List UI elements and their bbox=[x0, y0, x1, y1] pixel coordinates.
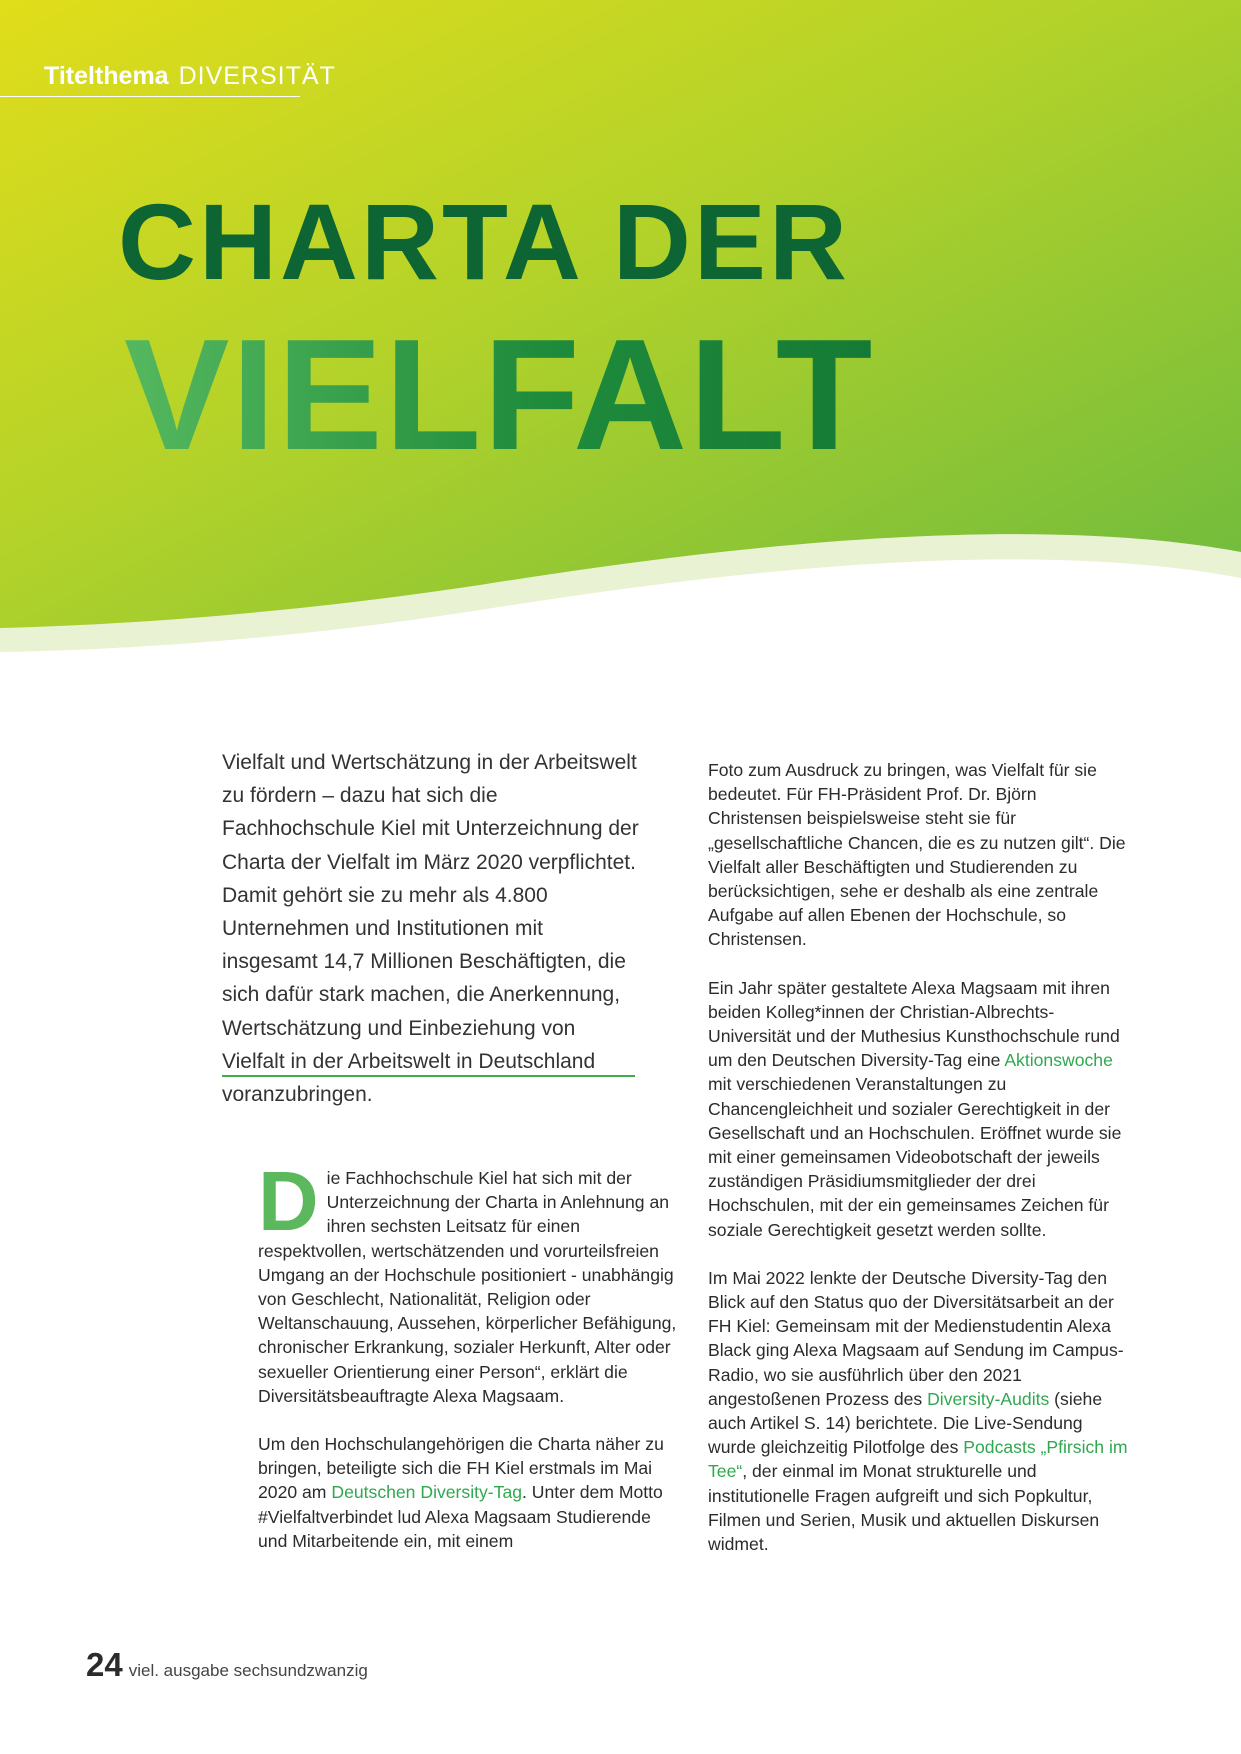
section-tag-rule bbox=[0, 96, 300, 97]
body-text: . Unter dem Motto #Vielfaltverbindet lud Alexa Magsaam Studierende und Mitarbeitende ein, mit einem bbox=[258, 1482, 663, 1551]
intro-divider bbox=[222, 1075, 635, 1077]
body-text: Ein Jahr später gestaltete Alexa Magsaam mit ihren beiden Kolleg*innen der Christian-Albrechts-Universität und der Muthesius Kunsthochschule rund um den Deutschen Diversity-Tag eine bbox=[708, 977, 1120, 1071]
text-column-right bbox=[708, 758, 1128, 1580]
page-title-line2: VIELFALT bbox=[124, 307, 875, 483]
body-paragraph bbox=[708, 976, 1128, 1242]
body-text: , der einmal im Monat strukturelle und institutionelle Fragen aufgreift und sich Popkultur, Filmen und Serien, Musik und aktuellen Diskursen widmet. bbox=[708, 1461, 1100, 1555]
body-text: (siehe auch Artikel S. 14) berichtete. Die Live-Sendung wurde gleichzeitig Pilotfolge des bbox=[708, 1388, 1103, 1458]
body-text: Im Mai 2022 lenkte der Deutsche Diversity-Tag den Blick auf den Status quo der Diversitätsarbeit an der FH Kiel: Gemeinsam mit der Medienstudentin Alexa Black ging Alexa Magsaam auf Sendung im Campus-Radio, wo sie ausführlich über den 2021 angestoßenen Prozess des bbox=[708, 1267, 1124, 1409]
section-tag bbox=[44, 62, 336, 91]
body-text: Um den Hochschulangehörigen die Charta näher zu bringen, beteiligte sich die FH Kiel erstmals im Mai 2020 am bbox=[258, 1434, 664, 1503]
body-text: ie Fachhochschule Kiel hat sich mit der Unterzeichnung der Charta in Anlehnung an ihren sechsten Leitsatz für einen respektvollen, wertschätzenden und vorurteilsfreien Umgang an der Hochschule positioniert - unabhängig von Geschlecht, Nationalität, Religion oder Weltanschauung, Aussehen, körperlicher Befähigung, chronischer Erkrankung, sozialer Herkunft, Alter oder sexueller Orientierung einer Person“, erklärt die Diversitätsbeauftragte Alexa Magsaam. bbox=[258, 1168, 677, 1406]
link-podcast[interactable]: Podcasts „Pfirsich im Tee“ bbox=[708, 1437, 1128, 1482]
page-number: 24 bbox=[86, 1646, 123, 1683]
intro-paragraph: Vielfalt und Wertschätzung in der Arbeitswelt zu fördern – dazu hat sich die Fachhochschule Kiel mit Unterzeichnung der Charta der Vielfalt im März 2020 verpflichtet. Damit gehört sie zu mehr als 4.800 Unternehmen und Institutionen mit insgesamt 14,7 Millionen Beschäftigten, die sich dafür stark machen, die Anerkennung, Wertschätzung und Einbeziehung von Vielfalt in der Arbeitswelt in Deutschland voranzubringen. bbox=[222, 751, 639, 1107]
body-paragraph bbox=[258, 1432, 678, 1553]
body-text: mit verschiedenen Veranstaltungen zu Chancengleichheit und sozialer Gerechtigkeit in der Gesellschaft und an Hochschulen. Eröffnet wurde sie mit einer gemeinsamen Videobotschaft der jeweils zuständigen Präsidiumsmitglieder der drei Hochschulen, mit der ein gemeinsames Zeichen für soziale Gerechtigkeit gesetzt werden sollte. bbox=[708, 1074, 1122, 1240]
publication-name: viel. ausgabe sechsundzwanzig bbox=[128, 1661, 368, 1680]
section-tag-bold: Titelthema bbox=[44, 62, 169, 90]
link-diversity-audits[interactable]: Diversity-Audits bbox=[927, 1388, 1050, 1409]
drop-cap: D bbox=[258, 1154, 319, 1248]
link-aktionswoche[interactable]: Aktionswoche bbox=[1004, 1050, 1113, 1071]
section-tag-topic: DIVERSITÄT bbox=[178, 62, 336, 90]
link-deutscher-diversity-tag[interactable]: Deutschen Diversity-Tag bbox=[331, 1482, 523, 1503]
body-paragraph: Foto zum Ausdruck zu bringen, was Vielfalt für sie bedeutet. Für FH-Präsident Prof. Dr. Björn Christensen beispielsweise steht sie für „gesellschaftliche Chancen, die es zu nutzen gilt“. Die Vielfalt aller Beschäftigten und Studierenden zu berücksichtigen, sehe er deshalb als eine zentrale Aufgabe auf allen Ebenen der Hochschule, so Christensen. bbox=[708, 760, 1126, 950]
page-title-line1: CHARTA DER bbox=[118, 181, 850, 302]
text-column-left bbox=[258, 1154, 678, 1577]
page-footer bbox=[86, 1646, 368, 1684]
body-paragraph bbox=[708, 1266, 1128, 1556]
body-paragraph bbox=[258, 1154, 678, 1408]
